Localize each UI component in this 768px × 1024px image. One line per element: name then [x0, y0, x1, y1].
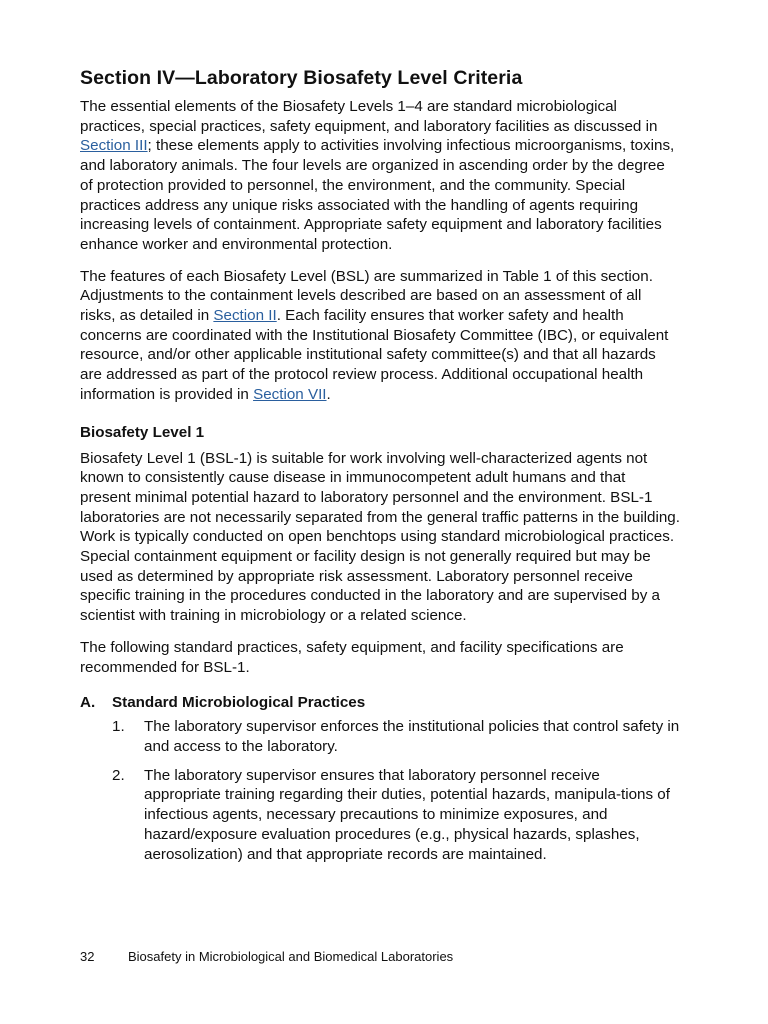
section-ii-link[interactable]: Section II — [213, 307, 277, 325]
intro-paragraph-1 — [80, 97, 680, 255]
footer-title: Biosafety in Microbiological and Biomedical Laboratories — [128, 949, 454, 964]
section-a-title: Standard Microbiological Practices — [112, 694, 366, 712]
list-item-text: The laboratory supervisor enforces the institutional policies that control safety in and access to the laboratory. — [144, 718, 680, 755]
bsl1-paragraph-1: Biosafety Level 1 (BSL-1) is suitable for work involving well-characterized agents not known to consistently cause disease in immunocompetent adult humans and that present minimal potential hazard to laboratory personnel and the environment. BSL-1 laboratories are not necessarily separated from the general traffic patterns in the building. Work is typically conducted on open benchtops using standard microbiological practices. Special containment equipment or facility design is not generally required but may be used as determined by appropriate risk assessment. Laboratory personnel receive specific training in the procedures conducted in the laboratory and are supervised by a scientist with training in microbiology or a related science. — [80, 449, 680, 625]
page-title: Section IV—Laboratory Biosafety Level Criteria — [80, 67, 523, 89]
section-a-letter: A. — [80, 694, 96, 712]
list-item-text: The laboratory supervisor ensures that laboratory personnel receive appropriate training regarding their duties, potential hazards, manipula-tions of infectious agents, necessary precautions to minimize exposures, and hazard/exposure evaluation procedures (e.g., physical hazards, splashes, aerosolization) and that appropriate records are maintained. — [144, 766, 670, 863]
list-item — [112, 766, 680, 865]
list-item-number: 1. — [112, 718, 125, 736]
section-a-heading — [80, 693, 680, 712]
section-iii-link[interactable]: Section III — [80, 137, 148, 155]
intro-p1-text-a: The essential elements of the Biosafety Levels 1–4 are standard microbiological practices, special practices, safety equipment, and laboratory facilities as discussed in — [80, 98, 658, 135]
list-item-number: 2. — [112, 766, 125, 784]
intro-p2-text-c: . — [326, 385, 331, 403]
document-page — [80, 66, 680, 873]
list-item — [112, 717, 680, 756]
intro-p1-text-b: ; these elements apply to activities involving infectious microorganisms, toxins, and laboratory animals. The four levels are organized in ascending order by the degree of protection provided to personnel, the environment, and the community. Special practices address any unique risks associated with the handling of agents requiring increasing levels of containment. Appropriate safety equipment and laboratory facilities enhance worker and environmental protection. — [80, 137, 675, 253]
page-footer — [80, 949, 453, 965]
intro-p2-text-a: The features of each Biosafety Level (BSL) are summarized in Table 1 of this section. Adjustments to the containment levels described are based on an assessment of all risks, as detailed in — [80, 267, 653, 325]
bsl1-paragraph-2: The following standard practices, safety equipment, and facility specifications are recommended for BSL-1. — [80, 638, 624, 676]
bsl1-heading: Biosafety Level 1 — [80, 423, 205, 441]
section-vii-link[interactable]: Section VII — [253, 385, 327, 403]
intro-p2-text-b: . Each facility ensures that worker safety and health concerns are coordinated with the Institutional Biosafety Committee (IBC), or equivalent resource, and/or other applicable institutional safety committee(s) and that all hazards are addressed as part of the protocol review process. Additional occupational health information is provided in — [80, 307, 669, 403]
intro-paragraph-2 — [80, 267, 680, 405]
page-number: 32 — [80, 949, 95, 964]
practices-list — [80, 717, 680, 864]
